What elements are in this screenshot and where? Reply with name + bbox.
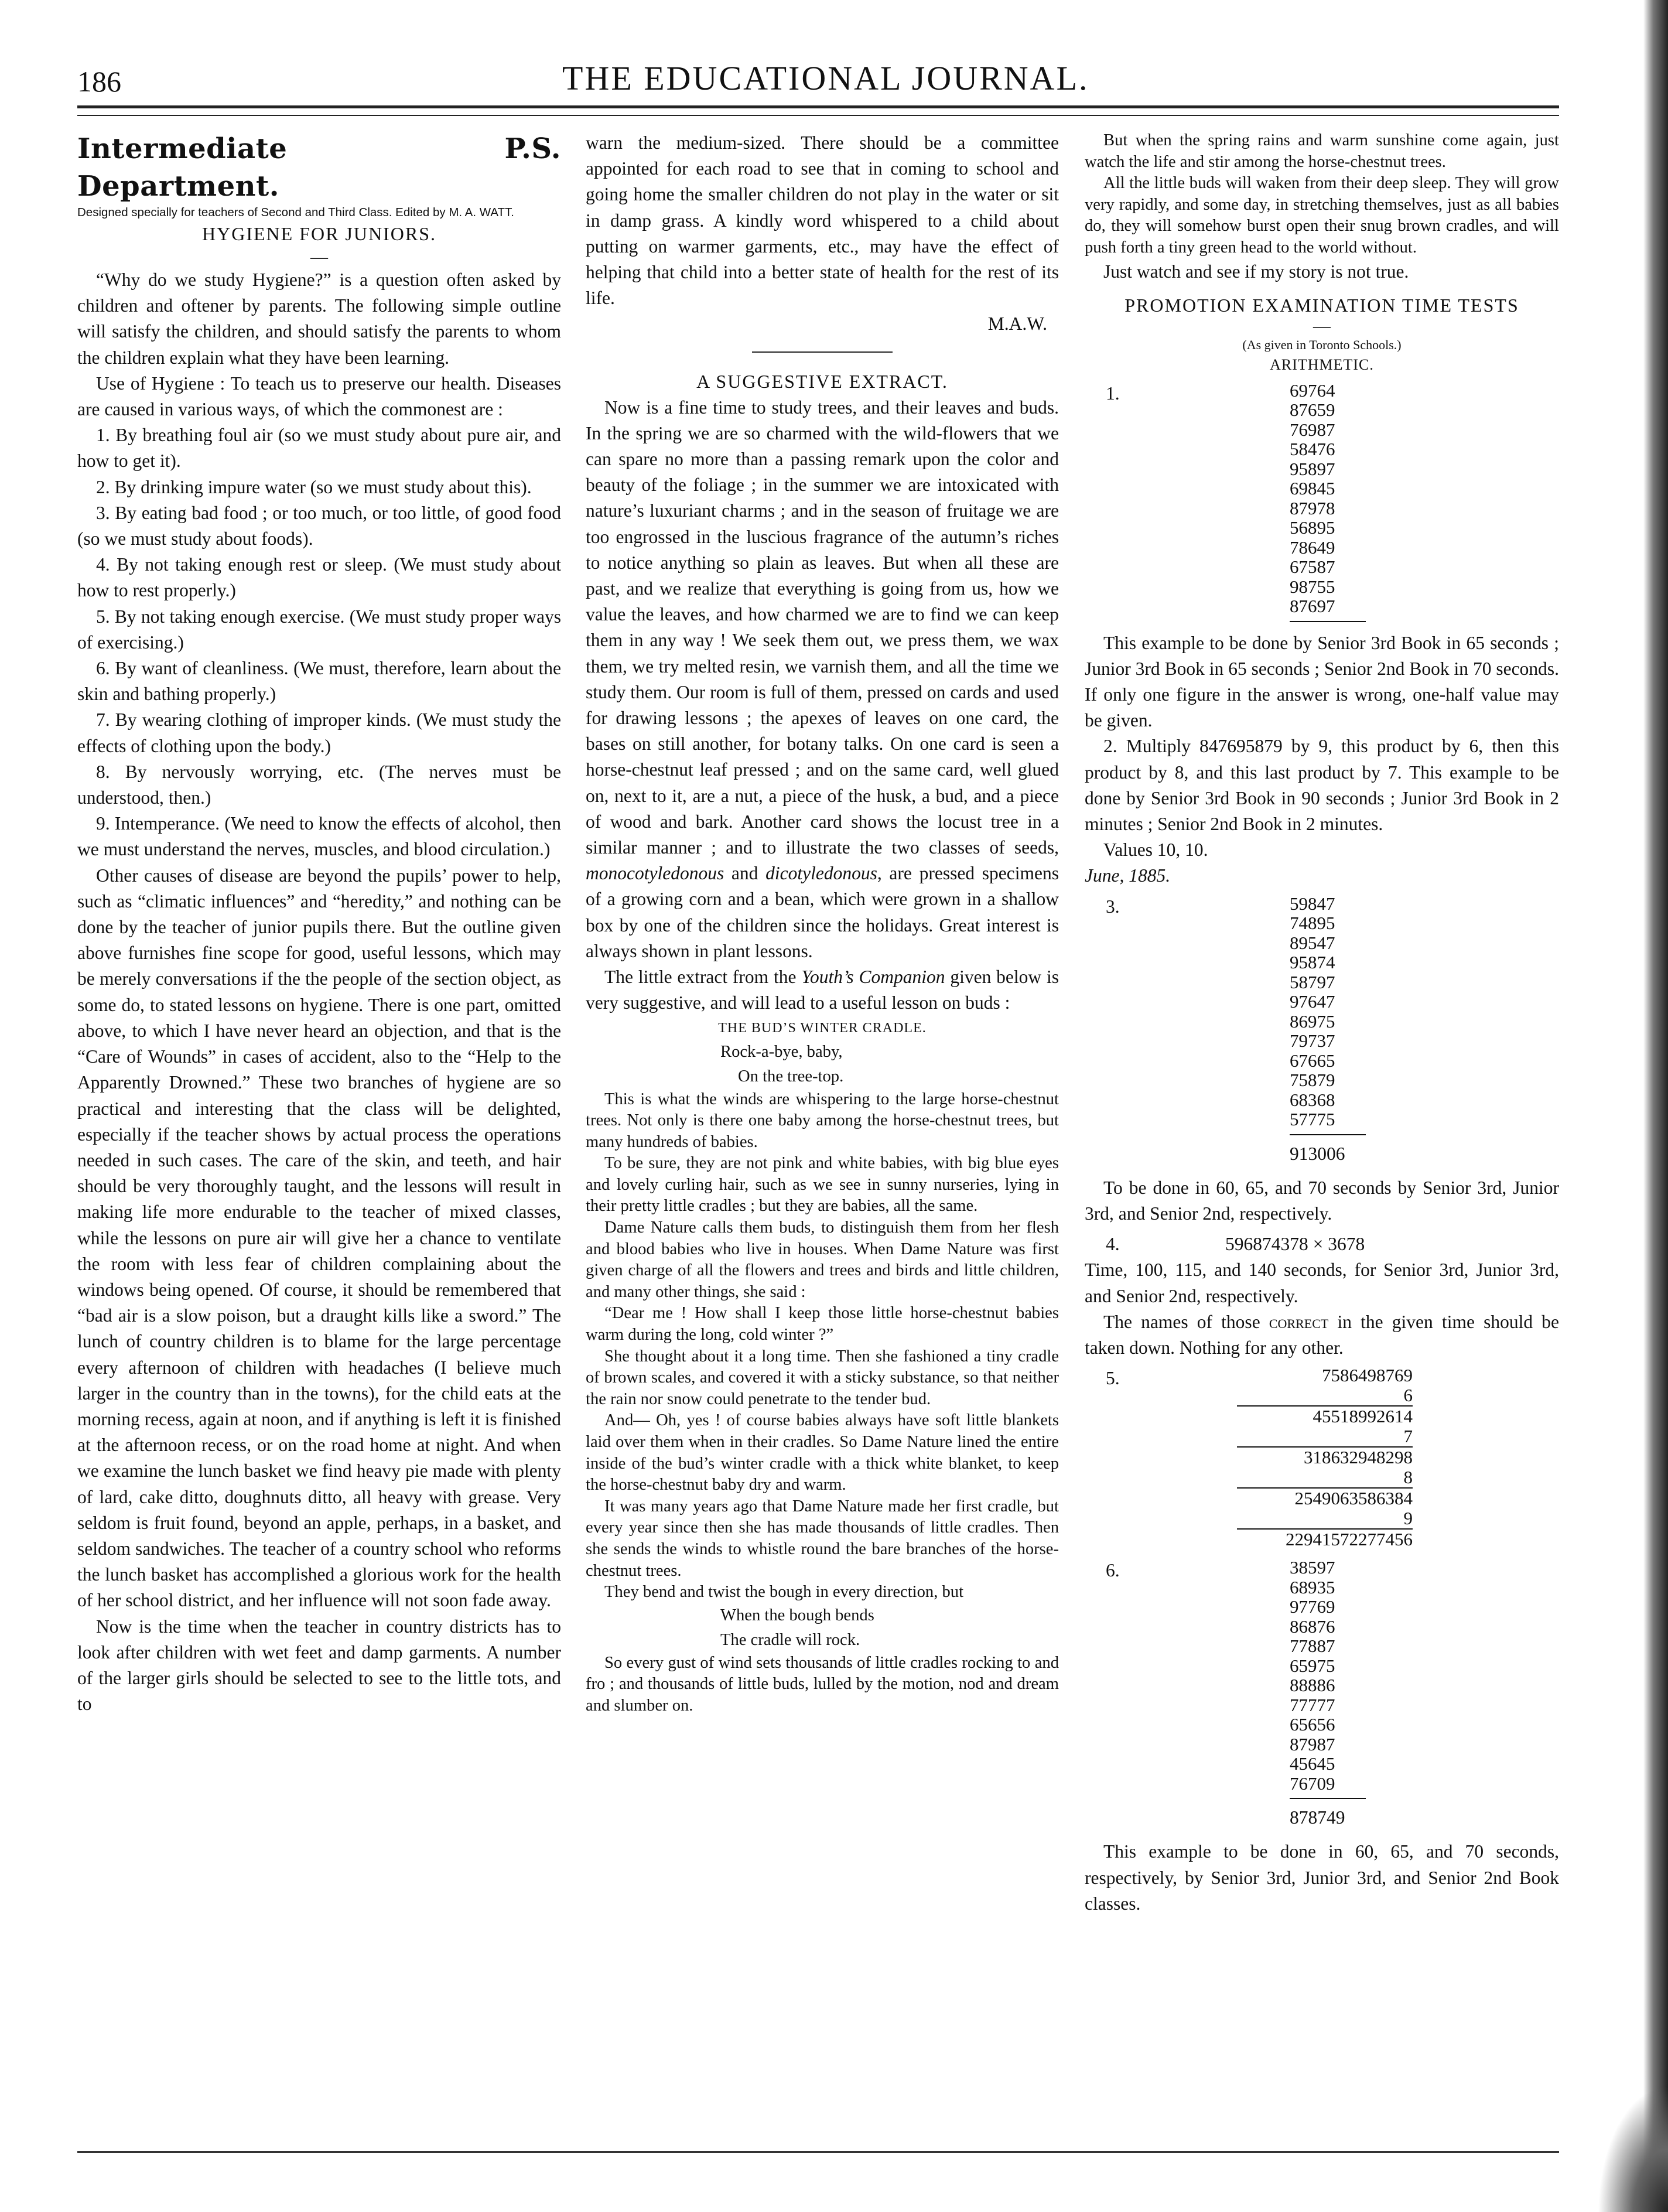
story-paragraph: And— Oh, yes ! of course babies always have soft little blankets laid over them when in their cradles. So Dame Nature lined the entire inside of the bud’s winter cradle with a thick white blanket, to keep the horse-chestnut baby dry and warm. bbox=[586, 1411, 1059, 1494]
number-entry: 65656 bbox=[1290, 1714, 1335, 1735]
number-entry: 75879 bbox=[1290, 1070, 1335, 1091]
paragraph bbox=[586, 395, 1059, 964]
multiplier-entry: 7 bbox=[1237, 1426, 1413, 1448]
number-entry: 74895 bbox=[1290, 913, 1335, 934]
exam-subject: ARITHMETIC. bbox=[1270, 356, 1374, 373]
text-run: given below is very suggestive, and will lead to a useful lesson on buds : bbox=[586, 967, 1059, 1013]
number-entry: 76709 bbox=[1290, 1773, 1335, 1794]
paragraph bbox=[1085, 1309, 1559, 1361]
list-item: 6. By want of cleanliness. (We must, therefore, learn about the skin and bathing properly.) bbox=[77, 658, 561, 705]
column-1 bbox=[77, 130, 561, 1717]
scan-edge bbox=[1643, 0, 1668, 2212]
story-body bbox=[586, 1040, 1059, 1717]
multiplier-entry: 8 bbox=[1237, 1467, 1413, 1489]
paragraph: warn the medium-sized. There should be a committee appointed for each road to see that in coming to school and going home the smaller children do not play in the water or sit in damp grass. A kindly word whispered to a child about putting on warmer garments, etc., may have the effect of helping that child into a better state of health for the rest of its life. bbox=[586, 132, 1059, 309]
journal-title: THE EDUCATIONAL JOURNAL. bbox=[562, 59, 1089, 97]
signature: M.A.W. bbox=[987, 313, 1047, 334]
paragraph: Other causes of disease are beyond the pupils’ power to help, such as “climatic influences” and “heredity,” and nothing can be done by the teacher of junior pupils there. But the outline given above furnishes fine scope for good, useful lessons, which may be merely conversations if the the people of the section object, as some do, to stated lessons on hygiene. There is one part, omitted above, to which I have never heard an objection, and that is the “Care of Wounds” in cases of accident, also to the “Help to the Apparently Drowned.” These two branches of hygiene are so practical and interesting that the class will be delighted, especially if the teacher shows by actual process the operations needed in such cases. The care of the skin, and teeth, and hair should be very thoroughly taught, and the lessons will result in making life more endurable to the teacher of mixed classes, while the lessons on pure air will give her a chance to ventilate the room with less fear of children complaining about the windows being opened. Of course, it should be remembered that “bad air is a slow poison, but a draught kills like a sword.” The lunch of country children is to blame for the large percentage every afternoon of children with headaches (I believe much larger in the country than in the towns), for the child eats at the morning recess, again at noon, and if anything is left it is finished at the afternoon recess, or on the road home at night. And when we examine the lunch basket we find heavy pie made with plenty of lard, cake ditto, doughnuts ditto, all heavy with grease. Very seldom is fruit found, beyond an apple, perhaps, in a basket, and seldom sandwiches. The teacher of a country school who reforms the lunch basket has accomplished a glorious work for the health of her school district, and her influence will not soon fade away. bbox=[77, 865, 561, 1611]
story-paragraph: She thought about it a long time. Then she fashioned a tiny cradle of brown scales, and covered it with a sticky substance, so that neither the rain nor snow could penetrate to the tender bud. bbox=[586, 1347, 1059, 1408]
list-item: 4. By not taking enough rest or sleep. (We must study about how to rest properly.) bbox=[77, 554, 561, 601]
product-entry: 22941572277456 bbox=[1286, 1529, 1413, 1550]
number-entry: 95874 bbox=[1290, 952, 1335, 973]
column-3 bbox=[1085, 130, 1559, 1917]
exam-title: PROMOTION EXAMINATION TIME TESTS bbox=[1124, 294, 1519, 316]
list-item: 5. By not taking enough exercise. (We must study proper ways of exercising.) bbox=[77, 606, 561, 653]
product-entry: 2549063586384 bbox=[1294, 1488, 1413, 1509]
exam-dash: — bbox=[1313, 316, 1331, 336]
story-paragraph: It was many years ago that Dame Nature made her first cradle, but every year since then she has made thousands of little cradles. Then she sends the winds to whistle round the bare branches of the horse-chestnut trees. bbox=[586, 1497, 1059, 1580]
term-monocot: monocotyledonous bbox=[586, 863, 724, 884]
list-item: 7. By wearing clothing of improper kinds. (We must study the effects of clothing upon the body.) bbox=[77, 709, 561, 756]
text-run: The names of those bbox=[1103, 1311, 1269, 1332]
text-run: correct bbox=[1269, 1311, 1329, 1332]
number-entry: 89547 bbox=[1290, 932, 1335, 953]
paragraph: Time, 100, 115, and 140 seconds, for Senior 3rd, Junior 3rd, and Senior 2nd, respectively. bbox=[1085, 1259, 1559, 1306]
department-title: Intermediate P.S. Department. bbox=[77, 132, 561, 203]
verse-line: When the bough bends bbox=[720, 1606, 874, 1624]
number-entry: 87697 bbox=[1290, 596, 1335, 617]
list-item: 9. Intemperance. (We need to know the effects of alcohol, then we must understand the nerves, muscles, and blood circulation.) bbox=[77, 813, 561, 860]
paragraph bbox=[586, 964, 1059, 1016]
number-entry: 79737 bbox=[1290, 1030, 1335, 1052]
story-paragraph: Dame Nature calls them buds, to distinguish them from her flesh and blood babies who live in houses. When Dame Nature was first given charge of all the flowers and trees and birds and little children, and many other things, she said : bbox=[586, 1218, 1059, 1301]
problem-3 bbox=[1085, 894, 1559, 1167]
text-run: The little extract from the bbox=[604, 967, 802, 988]
story-paragraph: To be sure, they are not pink and white babies, with big blue eyes and lovely curling hair, such as we see in sunny nurseries, lying in their pretty little cradles ; but they are babies, all the same. bbox=[586, 1154, 1059, 1216]
multiplication-expression: 596874378 × 3678 bbox=[1225, 1234, 1365, 1255]
sum-rule bbox=[1290, 621, 1366, 622]
paragraph: “Why do we study Hygiene?” is a question often asked by children and oftener by parents. The following simple outline will satisfy the children, and should satisfy the parents to whom the children explain what they have been learning. bbox=[77, 269, 561, 368]
number-entry: 38597 bbox=[1290, 1557, 1335, 1578]
product-entry: 45518992614 bbox=[1312, 1406, 1413, 1427]
source-title: Youth’s Companion bbox=[801, 967, 945, 988]
number-entry: 67665 bbox=[1290, 1050, 1335, 1071]
number-entry: 69764 bbox=[1290, 380, 1335, 401]
number-entry: 88886 bbox=[1290, 1675, 1335, 1696]
verse-line: The cradle will rock. bbox=[720, 1630, 860, 1649]
number-entry: 87987 bbox=[1290, 1733, 1335, 1754]
number-column bbox=[1290, 1558, 1559, 1793]
story-continued bbox=[1085, 130, 1559, 285]
story-title: THE BUD’S WINTER CRADLE. bbox=[718, 1020, 927, 1036]
values-line: Values 10, 10. bbox=[1103, 839, 1208, 861]
number-entry: 76987 bbox=[1290, 419, 1335, 440]
number-entry: 77777 bbox=[1290, 1694, 1335, 1715]
extract-title: A SUGGESTIVE EXTRACT. bbox=[696, 370, 948, 392]
number-entry: 87659 bbox=[1290, 400, 1335, 421]
story-paragraph: “Dear me ! How shall I keep those little horse-chestnut babies warm during the long, cold winter ?” bbox=[586, 1304, 1059, 1344]
number-entry: 67587 bbox=[1290, 557, 1335, 578]
verse-line: On the tree-top. bbox=[738, 1067, 844, 1085]
number-entry: 98755 bbox=[1290, 576, 1335, 597]
problem-number: 6. bbox=[1106, 1560, 1120, 1581]
number-entry: 56895 bbox=[1290, 517, 1335, 538]
hygiene-title: HYGIENE FOR JUNIORS. bbox=[201, 223, 436, 244]
problem-4 bbox=[1085, 1231, 1559, 1257]
story-paragraph: This is what the winds are whispering to the large horse-chestnut trees. Not only is there one baby among the horse-chestnut trees, but many hundreds of babies. bbox=[586, 1090, 1059, 1151]
list-item: 8. By nervously worrying, etc. (The nerves must be understood, then.) bbox=[77, 761, 561, 808]
problem-1 bbox=[1085, 381, 1559, 622]
paragraph: Use of Hygiene : To teach us to preserve our health. Diseases are caused in various ways, of which the commonest are : bbox=[77, 373, 561, 420]
story-paragraph: Just watch and see if my story is not true. bbox=[1103, 261, 1409, 282]
column-2 bbox=[586, 130, 1059, 1717]
list-item: 1. By breathing foul air (so we must study about pure air, and how to get it). bbox=[77, 425, 561, 472]
problem-5 bbox=[1085, 1366, 1559, 1549]
exam-date: June, 1885. bbox=[1085, 865, 1171, 886]
number-entry: 57775 bbox=[1290, 1109, 1335, 1130]
title-dash: — bbox=[310, 247, 328, 267]
story-paragraph: All the little buds will waken from their deep sleep. They will grow very rapidly, and some day, in stretching themselves, just as all babies do, they will somehow burst open their snug brown cradles, and will push forth a tiny green head to the world without. bbox=[1085, 174, 1559, 257]
product-entry: 7586498769 bbox=[1322, 1365, 1413, 1386]
header-rule bbox=[77, 105, 1559, 108]
footer-rule bbox=[77, 2151, 1559, 2153]
number-entry: 68368 bbox=[1290, 1089, 1335, 1110]
number-entry: 78649 bbox=[1290, 537, 1335, 558]
problem-number: 1. bbox=[1106, 383, 1120, 404]
paragraph: This example to be done in 60, 65, and 70 seconds, respectively, by Senior 3rd, Junior 3rd, and Senior 2nd Book classes. bbox=[1085, 1841, 1559, 1914]
verse-line: Rock-a-bye, baby, bbox=[720, 1042, 843, 1061]
exam-note: (As given in Toronto Schools.) bbox=[1242, 337, 1402, 352]
multiplier-entry: 6 bbox=[1237, 1385, 1413, 1407]
number-entry: 59847 bbox=[1290, 893, 1335, 914]
scan-blot bbox=[1598, 2085, 1668, 2212]
list-item: 2. By drinking impure water (so we must study about this). bbox=[96, 476, 532, 497]
paragraph: To be done in 60, 65, and 70 seconds by Senior 3rd, Junior 3rd, and Senior 2nd, respectively. bbox=[1085, 1177, 1559, 1224]
number-entry: 65975 bbox=[1290, 1655, 1335, 1676]
number-column bbox=[1290, 381, 1559, 616]
story-paragraph: But when the spring rains and warm sunshine come again, just watch the life and stir among the horse-chestnut trees. bbox=[1085, 131, 1559, 171]
number-entry: 45645 bbox=[1290, 1753, 1335, 1774]
page-number: 186 bbox=[77, 65, 121, 98]
multiplication-chain bbox=[1237, 1366, 1413, 1549]
paragraph: Now is the time when the teacher in country districts has to look after children with wet feet and damp garments. A number of the larger girls should be selected to see to the little tots, and to bbox=[77, 1616, 561, 1715]
number-entry: 87978 bbox=[1290, 497, 1335, 518]
number-entry: 86876 bbox=[1290, 1616, 1335, 1637]
number-column bbox=[1290, 894, 1559, 1129]
sum-result: 913006 bbox=[1290, 1134, 1366, 1167]
term-dicot: dicotyledonous bbox=[765, 863, 877, 884]
problem-number: 4. bbox=[1106, 1234, 1120, 1255]
list-item: 3. By eating bad food ; or too much, or too little, of good food (so we must study about foods). bbox=[77, 502, 561, 549]
number-entry: 97647 bbox=[1290, 991, 1335, 1012]
number-entry: 95897 bbox=[1290, 458, 1335, 479]
paragraph: 2. Multiply 847695879 by 9, this product by 6, then this product by 8, and this last product by 7. This example to be done by Senior 3rd Book in 90 seconds ; Junior 3rd Book in 2 minutes ; Senior 2nd Book in 2 minutes. bbox=[1085, 736, 1559, 834]
number-entry: 86975 bbox=[1290, 1011, 1335, 1032]
section-divider bbox=[752, 351, 893, 353]
text-run: Now is a fine time to study trees, and their leaves and buds. In the spring we are so charmed with the wild-flowers that we can spare no more than a passing remark upon the color and beauty of the foliage ; in the summer we are intoxicated with nature’s luxuriant charms ; and in the season of fruitage we are too engrossed in the luscious fragrance of the autumn’s riches to notice anything so plain as leaves. But when all these are past, and we realize that everything is going from us, how we value the leaves, and how charmed we are to find we can keep them in any way ! We seek them out, we press them, we wax them, we try melted resin, we varnish them, and all the time we study them. Our room is full of them, pressed on cards and used for drawing lessons ; the apexes of leaves on one card, the bases on still another, for botany talks. On one card is seen a horse-chestnut leaf pressed ; and on the same card, well glued on, next to it, are a nut, a piece of the husk, a bud, and a piece of wood and bark. Another card shows the locust tree in a similar manner ; and to illustrate the two classes of seeds, bbox=[586, 397, 1059, 858]
paragraph: This example to be done by Senior 3rd Book in 65 seconds ; Junior 3rd Book in 65 seconds ; Senior 2nd Book in 70 seconds. If only one figure in the answer is wrong, one-half value may be given. bbox=[1085, 632, 1559, 731]
problem-6 bbox=[1085, 1558, 1559, 1831]
number-entry: 58476 bbox=[1290, 439, 1335, 460]
number-entry: 97769 bbox=[1290, 1596, 1335, 1617]
product-entry: 318632948298 bbox=[1304, 1447, 1413, 1468]
number-entry: 58797 bbox=[1290, 971, 1335, 992]
header-rule-thin bbox=[77, 115, 1559, 116]
number-entry: 69845 bbox=[1290, 478, 1335, 499]
text-run: in the given time should be taken down. Nothing for any other. bbox=[1085, 1311, 1559, 1358]
multiplier-entry: 9 bbox=[1237, 1508, 1413, 1530]
problem-number: 5. bbox=[1106, 1368, 1120, 1389]
problem-number: 3. bbox=[1106, 896, 1120, 917]
sum-result: 878749 bbox=[1290, 1798, 1366, 1831]
text-run: , are pressed specimens of a growing corn and a bean, which were grown in a shallow box by one of the children since the holidays. Great interest is always shown in plant lessons. bbox=[586, 863, 1059, 961]
text-run: and bbox=[724, 863, 766, 884]
department-subtitle: Designed specially for teachers of Second and Third Class. Edited by M. A. WATT. bbox=[77, 206, 514, 219]
number-entry: 77887 bbox=[1290, 1636, 1335, 1657]
story-paragraph: So every gust of wind sets thousands of little cradles rocking to and fro ; and thousands of little buds, lulled by the motion, nod and dream and slumber on. bbox=[586, 1653, 1059, 1715]
story-paragraph: They bend and twist the bough in every direction, but bbox=[604, 1583, 964, 1602]
number-entry: 68935 bbox=[1290, 1576, 1335, 1597]
